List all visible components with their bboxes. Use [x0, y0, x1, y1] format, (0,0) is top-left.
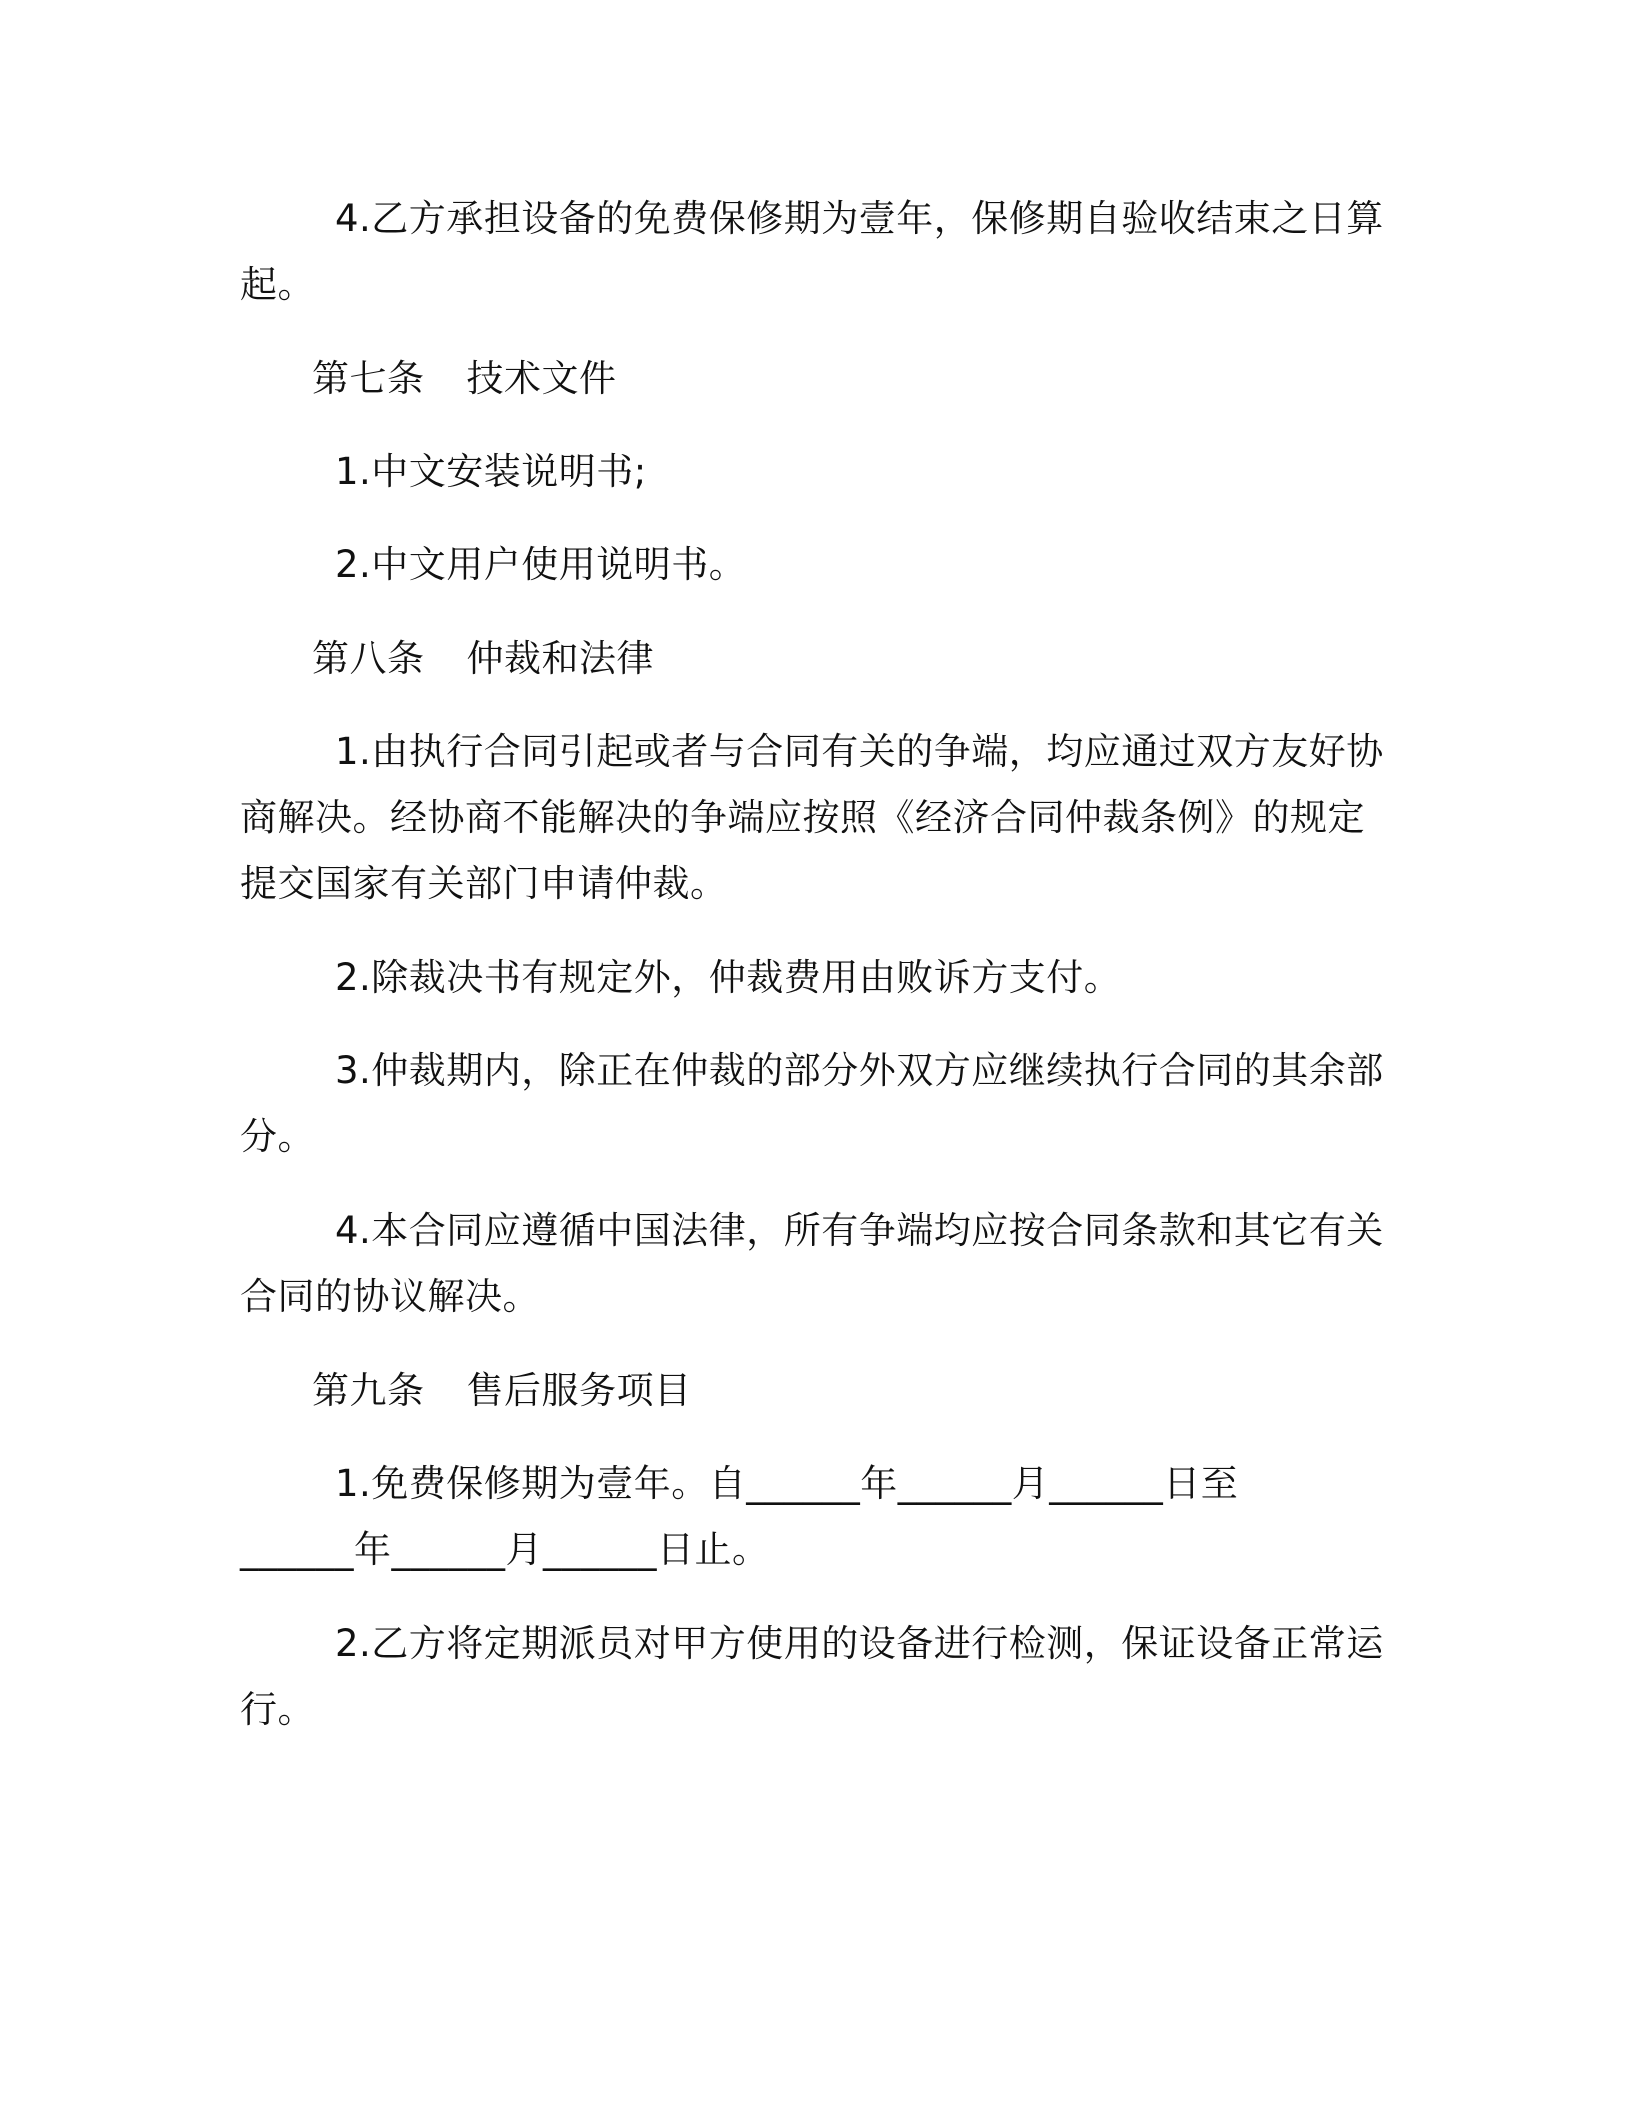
clause-7-item-2: 2.中文用户使用说明书。 — [335, 543, 747, 586]
clause-6-item-4-line-1: 4.乙方承担设备的免费保修期为壹年，保修期自验收结束之日算 — [335, 197, 1384, 240]
clause-8-item-1-line-2: 商解决。经协商不能解决的争端应按照《经济合同仲裁条例》的规定 — [240, 796, 1365, 839]
clause-8-item-4-line-1: 4.本合同应遵循中国法律，所有争端均应按合同条款和其它有关 — [335, 1209, 1384, 1252]
clause-8-item-3-line-1: 3.仲裁期内，除正在仲裁的部分外双方应继续执行合同的其余部 — [335, 1049, 1384, 1092]
clause-9-item-1-line-2: ______年______月______日止。 — [240, 1528, 770, 1571]
clause-8-item-1-line-1: 1.由执行合同引起或者与合同有关的争端，均应通过双方友好协 — [335, 730, 1384, 773]
clause-8-heading — [240, 625, 1442, 693]
clause-7-title: 技术文件 — [466, 357, 617, 400]
clause-9-item-2-line-2: 行。 — [240, 1688, 315, 1731]
clause-8-item-2: 2.除裁决书有规定外，仲裁费用由败诉方支付。 — [335, 956, 1122, 999]
clause-9-number: 第九条 — [312, 1369, 425, 1412]
clause-7-heading — [240, 345, 1442, 413]
clause-9-heading — [240, 1357, 1442, 1425]
clause-7-number: 第七条 — [312, 357, 425, 400]
clause-8-item-1-line-3: 提交国家有关部门申请仲裁。 — [240, 862, 728, 905]
clause-6-item-4-line-2: 起。 — [240, 263, 315, 306]
clause-7-item-1: 1.中文安装说明书; — [335, 450, 647, 493]
clause-9-item-2-line-1: 2.乙方将定期派员对甲方使用的设备进行检测，保证设备正常运 — [335, 1622, 1384, 1665]
clause-8-number: 第八条 — [312, 637, 425, 680]
clause-9-item-1-line-1: 1.免费保修期为壹年。自______年______月______日至 — [335, 1462, 1239, 1505]
clause-9-title: 售后服务项目 — [466, 1369, 692, 1412]
clause-8-item-3-line-2: 分。 — [240, 1115, 315, 1158]
clause-8-item-4-line-2: 合同的协议解决。 — [240, 1275, 540, 1318]
clause-8-title: 仲裁和法律 — [466, 637, 654, 680]
